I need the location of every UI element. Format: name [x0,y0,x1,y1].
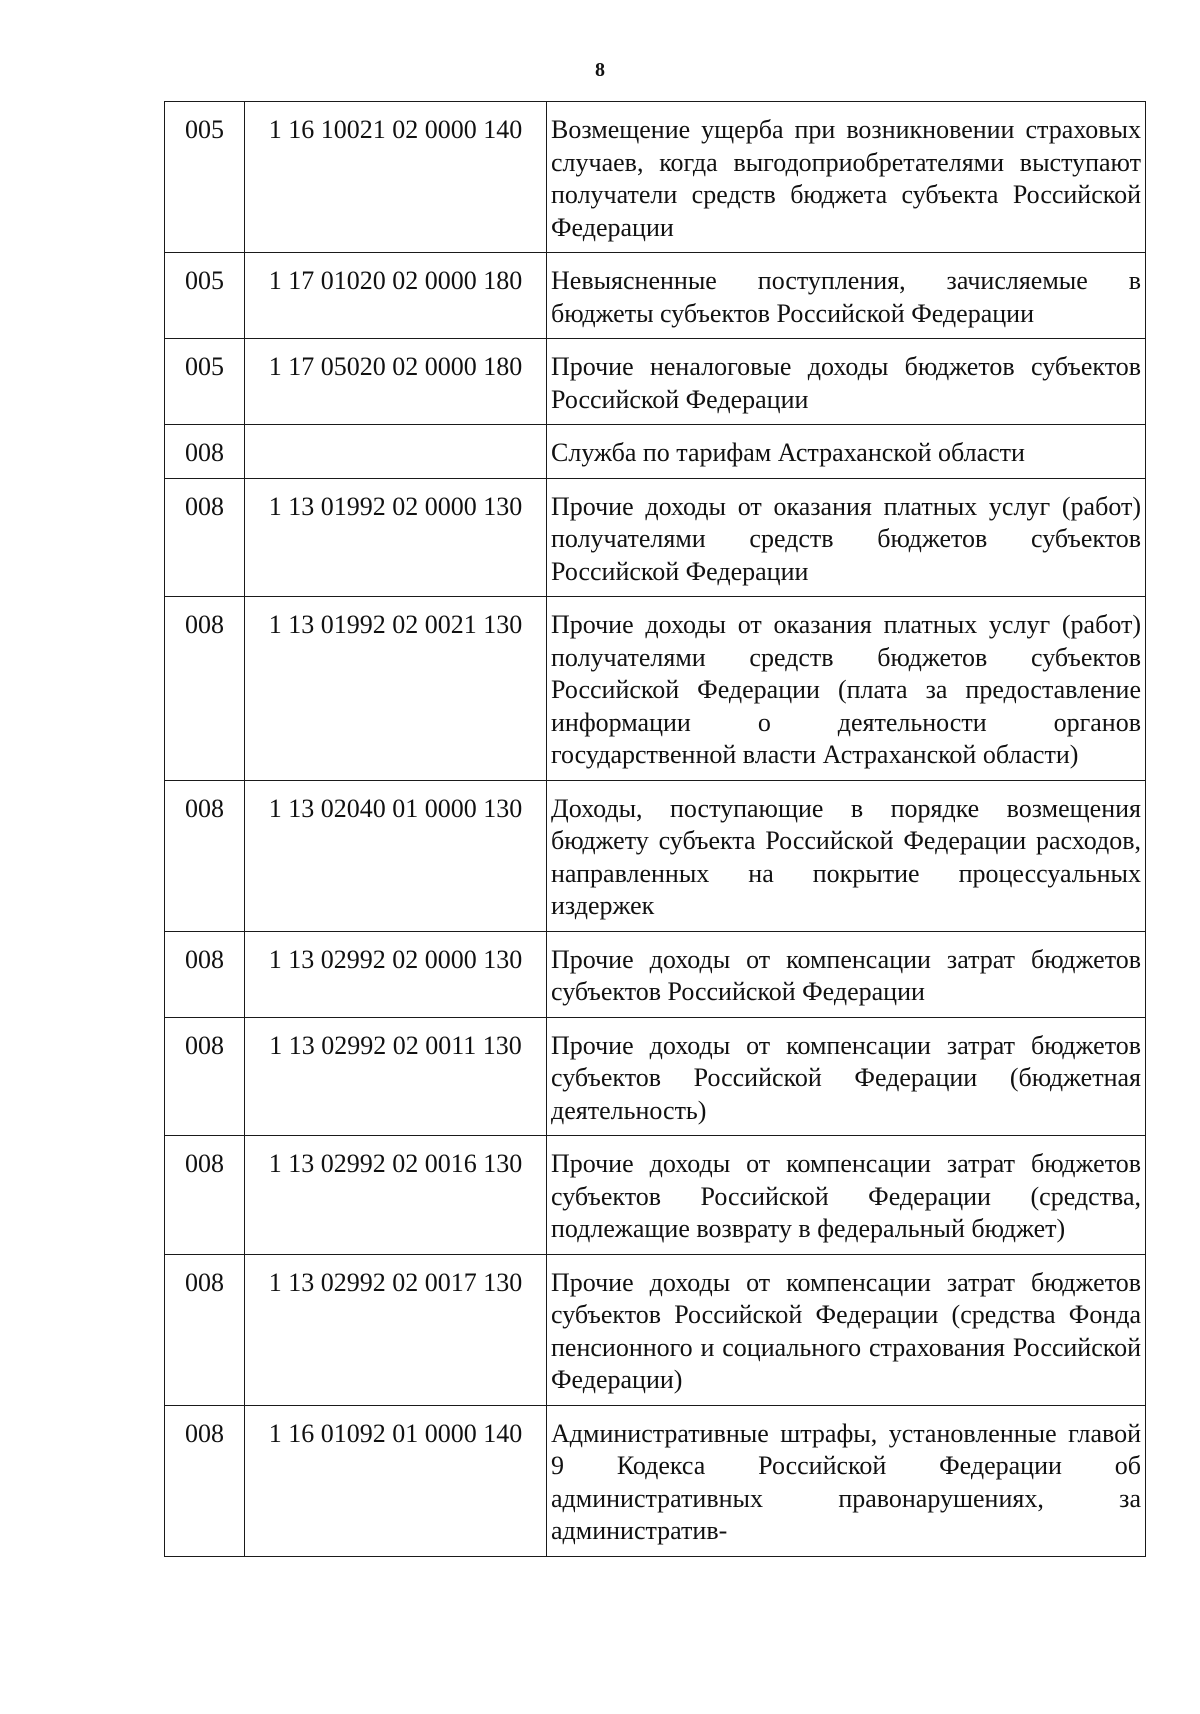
revenue-code-cell: 1 13 02992 02 0016 130 [245,1136,547,1255]
admin-code-cell: 008 [165,1136,245,1255]
admin-code-cell: 005 [165,253,245,339]
admin-code-cell: 008 [165,1405,245,1556]
revenue-name-cell: Служба по тарифам Астраханской области [547,425,1146,479]
revenue-code-cell: 1 13 02040 01 0000 130 [245,780,547,931]
revenue-code-cell: 1 13 01992 02 0021 130 [245,597,547,781]
revenue-name-cell: Прочие доходы от компенсации затрат бюджетов субъектов Российской Федерации (средства Фонда пенсионного и социального страхования Российской Федерации) [547,1254,1146,1405]
revenue-code-cell [245,425,547,479]
table-row [165,1254,1146,1405]
admin-code-cell: 008 [165,478,245,597]
table-row [165,102,1146,253]
budget-revenue-table [164,101,1146,1557]
table-row [165,1017,1146,1136]
table-row [165,931,1146,1017]
revenue-name-cell: Прочие доходы от оказания платных услуг (работ) получателями средств бюджетов субъектов Российской Федерации [547,478,1146,597]
admin-code-cell: 008 [165,597,245,781]
admin-code-cell: 008 [165,1254,245,1405]
revenue-name-cell: Прочие доходы от компенсации затрат бюджетов субъектов Российской Федерации (средства, подлежащие возврату в федеральный бюджет) [547,1136,1146,1255]
table-row [165,425,1146,479]
revenue-code-cell: 1 17 05020 02 0000 180 [245,339,547,425]
admin-code-cell: 008 [165,425,245,479]
revenue-name-cell: Прочие доходы от оказания платных услуг (работ) получателями средств бюджетов субъектов Российской Федерации (плата за предоставление информации о деятельности органов государственной власти Астраханской области) [547,597,1146,781]
revenue-name-cell: Административные штрафы, установленные главой 9 Кодекса Российской Федерации об административных правонарушениях, за административ- [547,1405,1146,1556]
revenue-name-cell: Прочие доходы от компенсации затрат бюджетов субъектов Российской Федерации [547,931,1146,1017]
revenue-code-cell: 1 13 01992 02 0000 130 [245,478,547,597]
table-row [165,780,1146,931]
revenue-name-cell: Возмещение ущерба при возникновении страховых случаев, когда выгодоприобретателями выступают получатели средств бюджета субъекта Российской Федерации [547,102,1146,253]
table-row [165,253,1146,339]
table-row [165,478,1146,597]
revenue-name-cell: Прочие неналоговые доходы бюджетов субъектов Российской Федерации [547,339,1146,425]
admin-code-cell: 008 [165,780,245,931]
revenue-code-cell: 1 16 01092 01 0000 140 [245,1405,547,1556]
revenue-code-cell: 1 16 10021 02 0000 140 [245,102,547,253]
table-row [165,1136,1146,1255]
page-number: 8 [595,59,605,81]
table-row [165,597,1146,781]
revenue-code-cell: 1 13 02992 02 0017 130 [245,1254,547,1405]
revenue-name-cell: Прочие доходы от компенсации затрат бюджетов субъектов Российской Федерации (бюджетная деятельность) [547,1017,1146,1136]
revenue-code-cell: 1 17 01020 02 0000 180 [245,253,547,339]
table-row [165,339,1146,425]
admin-code-cell: 008 [165,931,245,1017]
admin-code-cell: 005 [165,102,245,253]
revenue-code-cell: 1 13 02992 02 0011 130 [245,1017,547,1136]
admin-code-cell: 008 [165,1017,245,1136]
table-row [165,1405,1146,1556]
revenue-name-cell: Доходы, поступающие в порядке возмещения бюджету субъекта Российской Федерации расходов, направленных на покрытие процессуальных издержек [547,780,1146,931]
revenue-code-cell: 1 13 02992 02 0000 130 [245,931,547,1017]
admin-code-cell: 005 [165,339,245,425]
revenue-name-cell: Невыясненные поступления, зачисляемые в бюджеты субъектов Российской Федерации [547,253,1146,339]
